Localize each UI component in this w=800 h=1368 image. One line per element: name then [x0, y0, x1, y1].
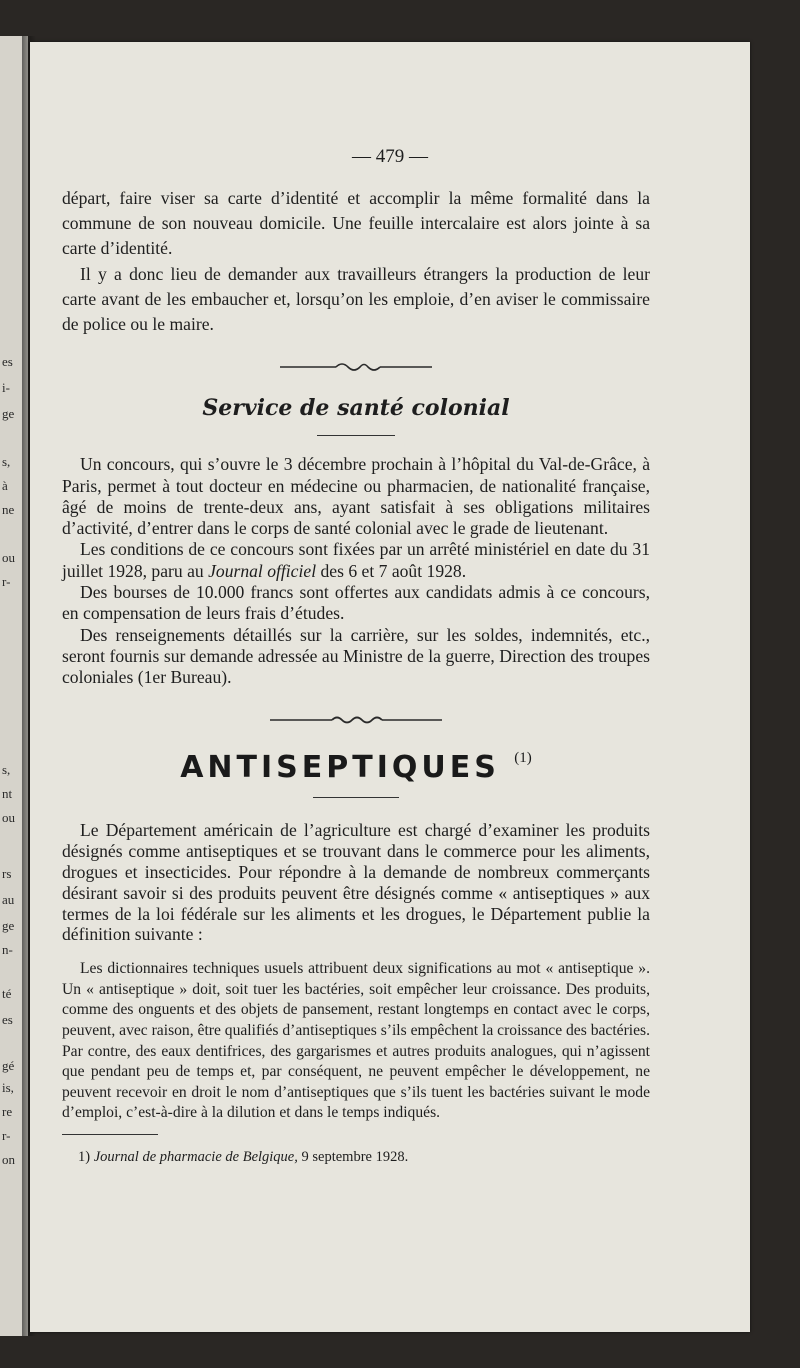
journal-title: Journal officiel: [208, 560, 317, 581]
footnote-journal: Journal de pharmacie de Belgique,: [93, 1149, 298, 1166]
service-paragraph: Un concours, qui s’ouvre le 3 décembre prochain à l’hôpital du Val-de-Grâce, à Paris, permet à tout docteur en médecine ou pharmacien, de nationalité française, âgé de moins de trente-deux ans, ayant satisfait à ses obligations militaires d’activité, d’entrer dans le corps de santé colonial avec le grade de lieutenant.: [62, 454, 650, 539]
left-fragment: re: [2, 1104, 13, 1119]
footnote-rule: [62, 1134, 158, 1135]
antiseptiques-intro: Le Département américain de l’agriculture est chargé d’examiner les produits désignés comme antiseptiques et se trouvant dans le commerce pour les aliments, drogues et insecticides. Pour répondre à la demande de nombreux commerçants désirant savoir si des produits peuvent être désignés comme « antiseptiques » aux termes de la loi fédérale sur les aliments et les drogues, le Département publie la définition suivante :: [62, 820, 650, 945]
left-fragment: à: [2, 478, 8, 493]
book-page: [30, 42, 750, 1332]
definition-paragraph: Les dictionnaires techniques usuels attribuent deux significations au mot « antiseptique ». Un « antiseptique » doit, soit tuer les bactéries, soit empêcher leur croissance. Des produits, comme des onguents et des objets de pansement, restant longtemps en contact avec le corps, peuvent, avec raison, être qualifiés d’antiseptiques s’ils empêchent la croissance des bactéries. Par contre, des eaux dentifrices, des gargarismes et autres produits analogues, qui n’agissent que pendant peu de temps et, par conséquent, ne peuvent empêcher le développement, ne peuvent recevoir en droit le nom d’antiseptiques que s’ils tuent les bactéries suivant le mode d’emploi, c’est-à-dire à la dilution et dans le temps indiqués.: [62, 960, 651, 1122]
service-section-title: Service de santé colonial: [202, 395, 510, 422]
antiseptiques-title: [62, 750, 650, 785]
left-fragment: ou: [2, 550, 15, 565]
title-underline: [317, 435, 395, 436]
left-fragment: ge: [2, 406, 15, 421]
left-fragment: s,: [2, 454, 11, 469]
left-fragment: n-: [2, 942, 13, 957]
page-number: — 479 —: [352, 146, 428, 167]
footnote-marker: (1): [514, 750, 532, 767]
left-fragment: nt: [2, 786, 13, 801]
footnote-date: 9 septembre 1928.: [301, 1149, 409, 1166]
page-content: [62, 186, 650, 1167]
left-fragment: rs: [2, 866, 12, 881]
left-fragment: i-: [2, 380, 10, 395]
service-paragraph-conditions: [62, 539, 650, 582]
footnote: [62, 1147, 650, 1167]
antiseptiques-title-text: ANTISEPTIQUES: [180, 750, 500, 786]
left-fragment: r-: [2, 1128, 11, 1143]
footnote-number: 1): [78, 1149, 91, 1166]
left-fragment: ou: [2, 810, 15, 825]
body-paragraph: Il y a donc lieu de demander aux travailleurs étrangers la production de leur carte avant de les embaucher et, lorsqu’on les emploie, d’en aviser le commissaire de police ou le maire.: [62, 263, 650, 335]
left-fragment: on: [2, 1152, 15, 1167]
left-fragment: ne: [2, 502, 15, 517]
ornament-divider: [276, 359, 436, 373]
left-fragment: s,: [2, 762, 11, 777]
service-paragraph: Des renseignements détaillés sur la carrière, sur les soldes, indemnités, etc., seront fournis sur demande adressée au Ministre de la guerre, Direction des troupes coloniales (1er Bureau).: [62, 624, 650, 688]
definition-block: [62, 959, 650, 1124]
ornament-divider: [266, 714, 446, 726]
left-fragment: té: [2, 986, 12, 1001]
service-paragraph: Des bourses de 10.000 francs sont offertes aux candidats admis à ce concours, en compensation de leurs frais d’études.: [62, 582, 650, 624]
continued-paragraph: départ, faire viser sa carte d’identité et accomplir la même formalité dans la commune de son nouveau domicile. Une feuille intercalaire est alors jointe à sa carte d’identité.: [62, 188, 650, 259]
conditions-text: Les conditions de ce concours sont fixées par un arrêté ministériel en date du 31 juillet 1928, paru au: [62, 539, 650, 581]
left-fragment: au: [2, 892, 15, 907]
left-fragment: r-: [2, 574, 11, 589]
conditions-text-end: des 6 et 7 août 1928.: [316, 560, 467, 581]
left-fragment: ge: [2, 918, 15, 933]
left-fragment: is,: [2, 1080, 14, 1095]
left-fragment: gé: [2, 1058, 15, 1073]
left-fragment: es: [2, 354, 13, 369]
title-underline: [313, 797, 399, 798]
left-fragment: es: [2, 1012, 13, 1027]
